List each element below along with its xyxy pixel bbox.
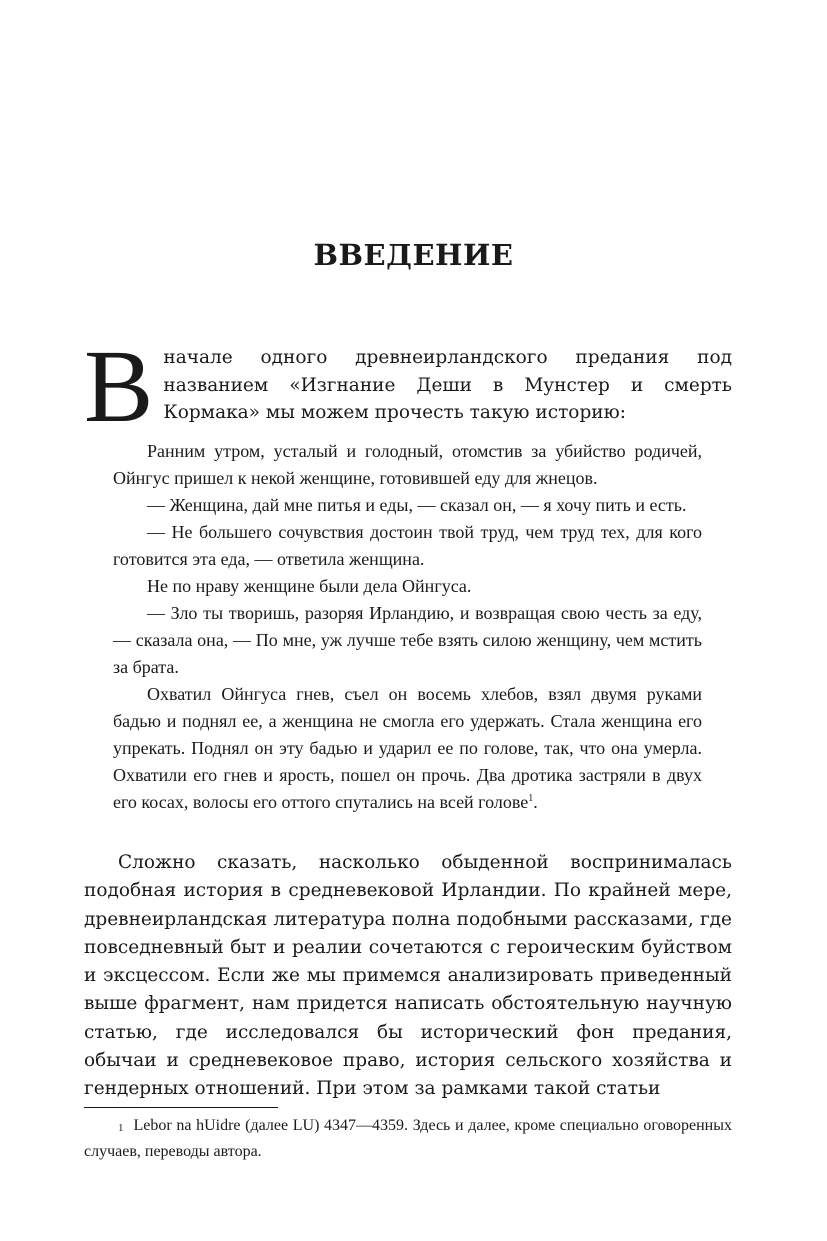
quote-paragraph: Не по нраву женщине были дела Ойнгуса. xyxy=(147,576,472,596)
footnote xyxy=(84,1113,732,1165)
body-paragraph: Сложно сказать, насколько обыденной воспринималась подобная история в средневековой Ирландии. По крайней мере, древнеирландская литература полна подобными рассказами, где повседневный быт и реалии сочетаются с героическим буйством и эксцессом. Если же мы примемся анализировать приведенный выше фрагмент, нам придется написать обстоятельную научную статью, где исследовался бы исторический фон предания, обычаи и средневековое право, история сельского хозяйства и гендерных отношений. При этом за рамками такой статьи xyxy=(84,852,732,1100)
intro-paragraph xyxy=(84,329,732,444)
quote-paragraph: — Не большего сочувствия достоин твой труд, чем труд тех, для кого готовится эта еда, — ответила женщина. xyxy=(113,522,702,569)
chapter-title: ВВЕДЕНИЕ xyxy=(313,238,514,272)
quote-paragraph-text: Охватил Ойнгуса гнев, съел он восемь хлебов, взял двумя руками бадью и поднял ее, а женщина не смогла его удержать. Стала женщина его упрекать. Поднял он эту бадью и ударил ее по голове, так, что она умерла. Охватили его гнев и ярость, пошел он прочь. Два дротика застряли в двух его косах, волосы его оттого спутались на всей голове xyxy=(113,684,702,812)
quote-paragraph-last: Охватил Ойнгуса гнев, съел он восемь хлебов, взял двумя руками бадью и поднял ее, а женщина не смогла его удержать. Стала женщина его упрекать. Поднял он эту бадью и ударил ее по голове, так, что она умерла. Охватили его гнев и ярость, пошел он прочь. Два дротика застряли в двух его косах, волосы его оттого спутались на всей голове$^1$. xyxy=(113,684,702,812)
drop-cap: В xyxy=(84,329,154,444)
body-text xyxy=(84,849,732,1104)
quote-paragraph: — Зло ты творишь, разоряя Ирландию, и возвращая свою честь за еду, — сказала она, — По мне, уж лучше тебе взять силою женщину, чем мстить за брата. xyxy=(113,603,702,677)
footnote-reference[interactable]: 1 xyxy=(528,793,534,804)
footnote-divider xyxy=(84,1107,278,1108)
quote-paragraph: — Женщина, дай мне питья и еды, — сказал он, — я хочу пить и есть. xyxy=(147,495,687,515)
footnote-text: Lebor na hUidre (далее LU) 4347—4359. Здесь и далее, кроме специально оговоренных случаев, переводы автора. xyxy=(84,1117,732,1160)
quoted-excerpt xyxy=(113,438,702,816)
footnote-number: 1 xyxy=(118,1122,124,1134)
quote-paragraph: Ранним утром, усталый и голодный, отомстив за убийство родичей, Ойнгус пришел к некой женщине, готовившей еду для жнецов. xyxy=(113,441,702,488)
intro-text: начале одного древнеирландского предания под названием «Изгнание Деши в Мунстер и смерть Кормака» мы можем прочесть такую историю: xyxy=(163,347,732,423)
